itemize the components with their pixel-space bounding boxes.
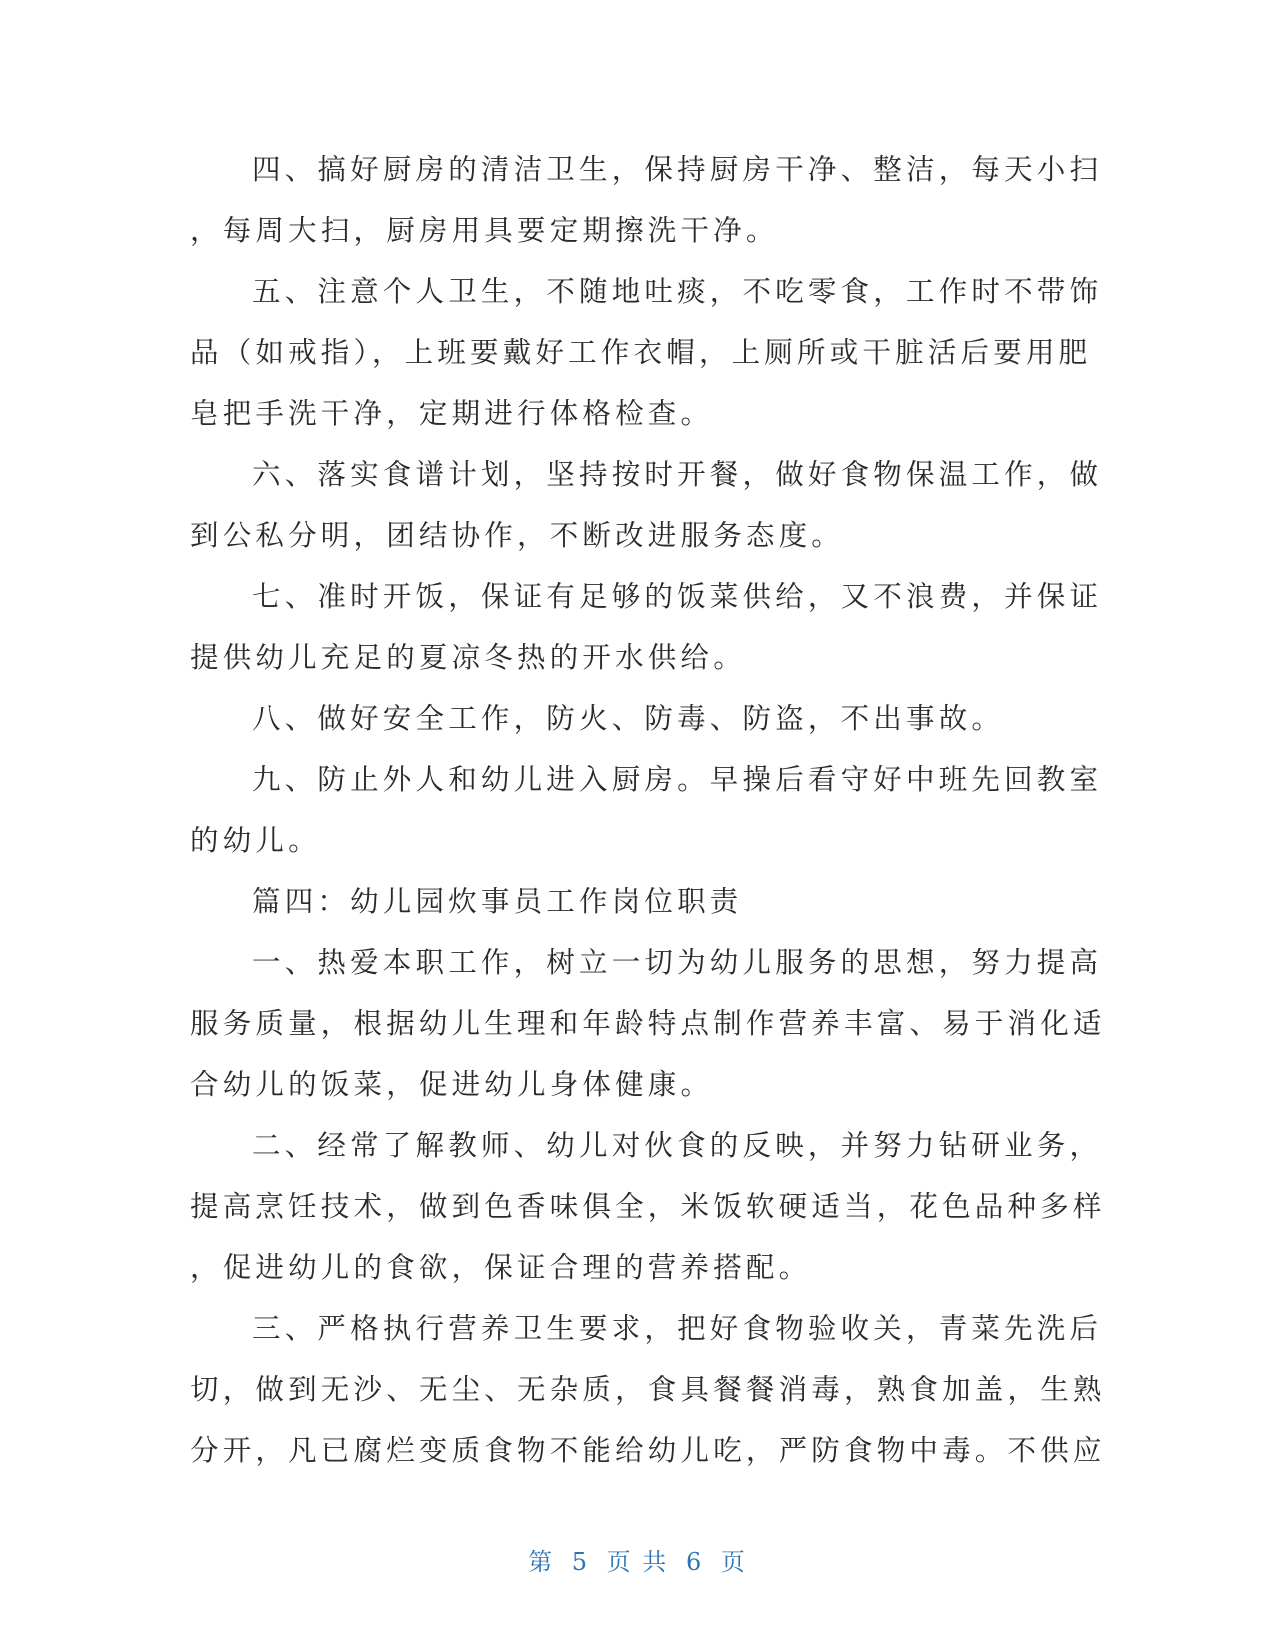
paragraph-line: ，每周大扫，厨房用具要定期擦洗干净。 bbox=[190, 214, 779, 247]
footer-page-number: 5 bbox=[571, 1548, 590, 1576]
paragraph-line: 六、落实食谱计划，坚持按时开餐，做好食物保温工作，做 bbox=[252, 458, 1103, 491]
paragraph-line: 皂把手洗干净，定期进行体格检查。 bbox=[190, 397, 714, 430]
page-footer bbox=[0, 1542, 1275, 1577]
paragraph-line: 五、注意个人卫生，不随地吐痰，不吃零食，工作时不带饰 bbox=[252, 275, 1103, 308]
paragraph-line: 二、经常了解教师、幼儿对伙食的反映，并努力钻研业务， bbox=[252, 1129, 1103, 1162]
footer-total-pages: 6 bbox=[685, 1548, 704, 1576]
paragraph-line: 七、准时开饭，保证有足够的饭菜供给，又不浪费，并保证 bbox=[252, 580, 1103, 613]
paragraph-line: 分开，凡已腐烂变质食物不能给幼儿吃，严防食物中毒。不供应 bbox=[190, 1434, 1106, 1467]
document-body bbox=[190, 148, 1106, 1490]
footer-suffix: 页 bbox=[720, 1548, 747, 1576]
paragraph-line: 一、热爱本职工作，树立一切为幼儿服务的思想，努力提高 bbox=[252, 946, 1103, 979]
paragraph-line: 提供幼儿充足的夏凉冬热的开水供给。 bbox=[190, 641, 746, 674]
paragraph-line: 八、做好安全工作，防火、防毒、防盗，不出事故。 bbox=[252, 702, 1005, 735]
footer-middle: 页 共 bbox=[606, 1548, 669, 1576]
paragraph-line: ，促进幼儿的食欲，保证合理的营养搭配。 bbox=[190, 1251, 812, 1284]
paragraph-line: 服务质量，根据幼儿生理和年龄特点制作营养丰富、易于消化适 bbox=[190, 1007, 1106, 1040]
paragraph-line: 提高烹饪技术，做到色香味俱全，米饭软硬适当，花色品种多样 bbox=[190, 1190, 1106, 1223]
section-heading: 篇四：幼儿园炊事员工作岗位职责 bbox=[252, 885, 743, 918]
paragraph-line: 的幼儿。 bbox=[190, 824, 321, 857]
paragraph-line: 三、严格执行营养卫生要求，把好食物验收关，青菜先洗后 bbox=[252, 1312, 1103, 1345]
paragraph-line: 九、防止外人和幼儿进入厨房。早操后看守好中班先回教室 bbox=[252, 763, 1103, 796]
footer-prefix: 第 bbox=[528, 1548, 555, 1576]
paragraph-line: 到公私分明，团结协作，不断改进服务态度。 bbox=[190, 519, 845, 552]
paragraph-line: 切，做到无沙、无尘、无杂质，食具餐餐消毒，熟食加盖，生熟 bbox=[190, 1373, 1106, 1406]
paragraph-line: 四、搞好厨房的清洁卫生，保持厨房干净、整洁，每天小扫 bbox=[252, 153, 1103, 186]
paragraph-line: 合幼儿的饭菜，促进幼儿身体健康。 bbox=[190, 1068, 714, 1101]
paragraph-line: 品（如戒指），上班要戴好工作衣帽，上厕所或干脏活后要用肥 bbox=[190, 336, 1092, 369]
